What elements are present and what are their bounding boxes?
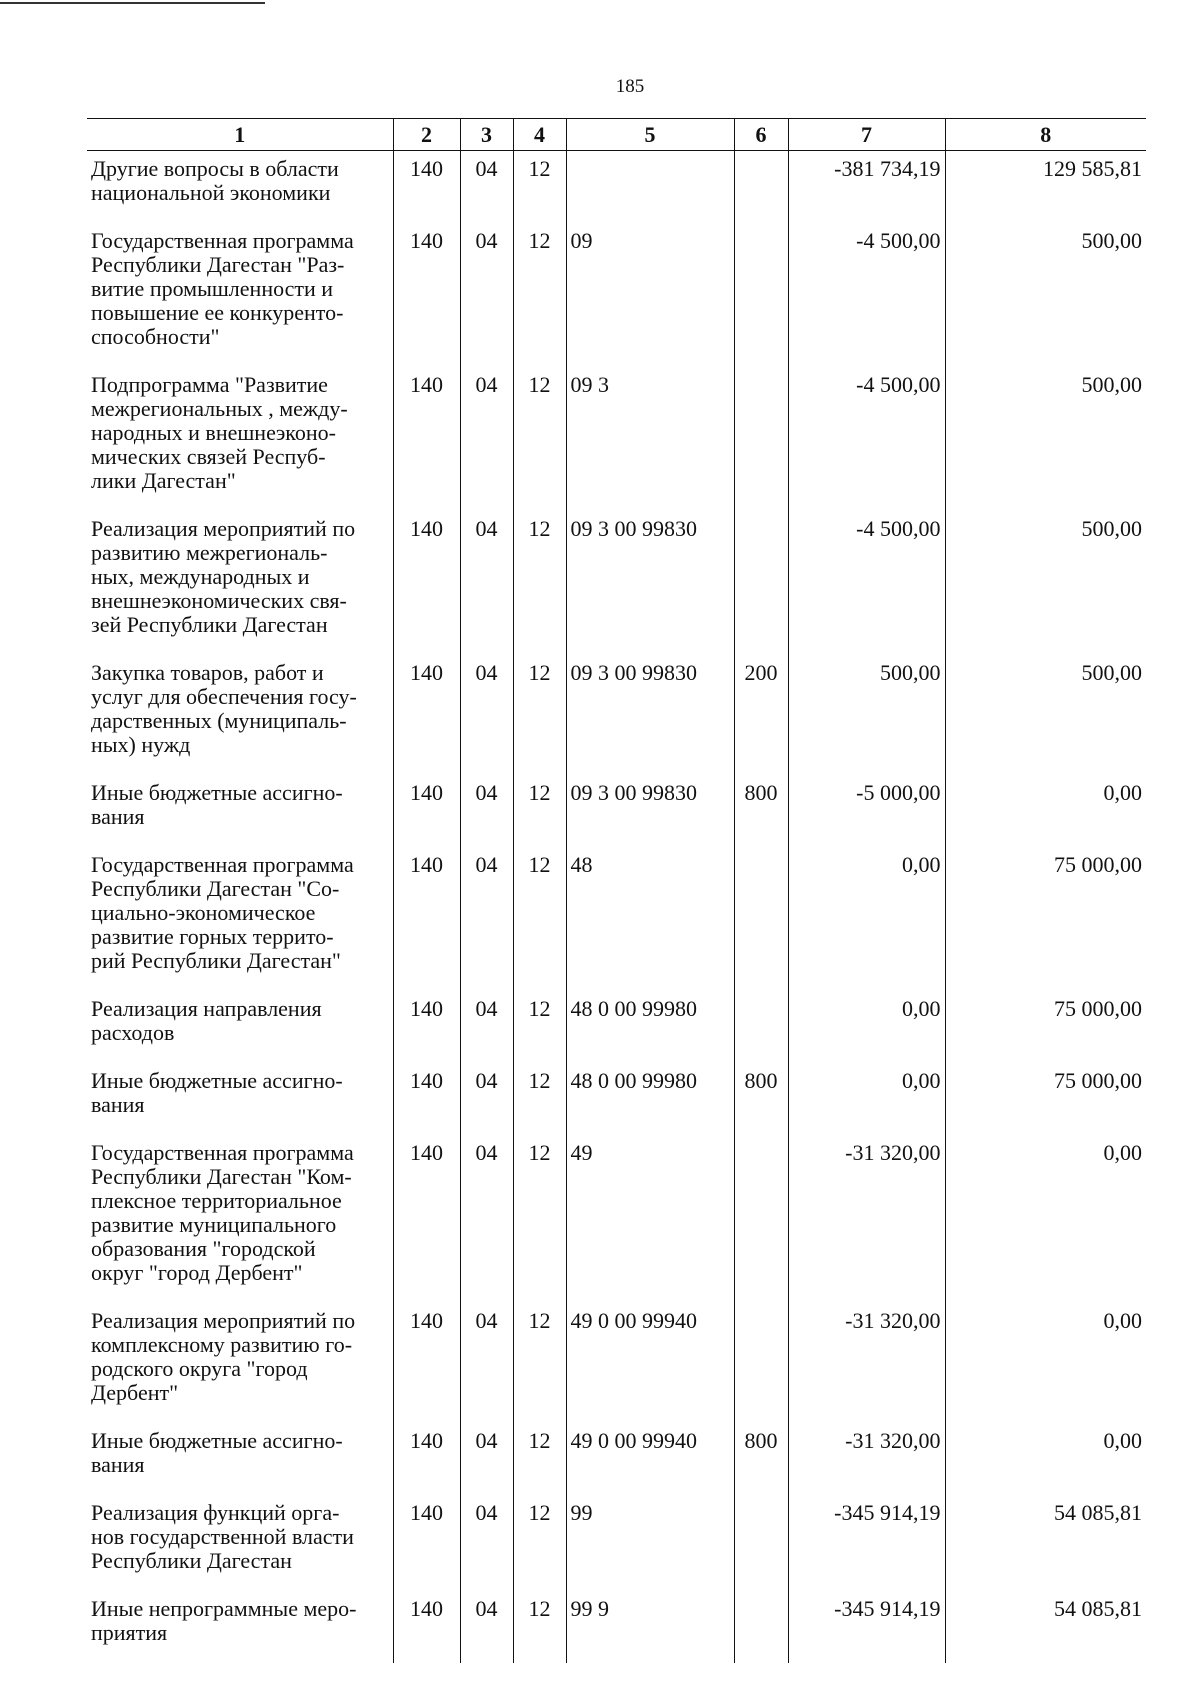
column-header: 6 <box>734 119 788 151</box>
item-name-line: вания <box>91 804 145 829</box>
item-name-line: народных и внешнеэконо- <box>91 420 336 445</box>
cell-total-amount: 75 000,00 <box>945 1063 1146 1135</box>
cell-target-article: 48 0 00 99980 <box>566 991 734 1063</box>
budget-table <box>87 118 1146 1663</box>
cell-expense-type <box>734 1135 788 1303</box>
cell-target-article: 99 <box>566 1495 734 1591</box>
table-row <box>87 1495 1146 1591</box>
table-row <box>87 775 1146 847</box>
cell-ministry-code: 140 <box>393 223 460 367</box>
item-name-line: межрегиональных , между- <box>91 396 348 421</box>
cell-item-name <box>87 655 393 775</box>
item-name-line: расходов <box>91 1020 175 1045</box>
item-name-line: плексное территориальное <box>91 1188 342 1213</box>
cell-target-article <box>566 151 734 224</box>
cell-target-article: 99 9 <box>566 1591 734 1663</box>
cell-subsection-code: 12 <box>513 1591 566 1663</box>
cell-change-amount: -4 500,00 <box>788 223 945 367</box>
cell-subsection-code: 12 <box>513 151 566 224</box>
cell-expense-type <box>734 847 788 991</box>
cell-total-amount: 54 085,81 <box>945 1591 1146 1663</box>
cell-target-article: 49 0 00 99940 <box>566 1303 734 1423</box>
item-name-line: национальной экономики <box>91 180 331 205</box>
item-name-line: Реализация мероприятий по <box>91 516 356 541</box>
cell-ministry-code: 140 <box>393 991 460 1063</box>
cell-item-name <box>87 1495 393 1591</box>
cell-subsection-code: 12 <box>513 991 566 1063</box>
cell-subsection-code: 12 <box>513 367 566 511</box>
cell-expense-type <box>734 367 788 511</box>
cell-expense-type <box>734 223 788 367</box>
cell-subsection-code: 12 <box>513 223 566 367</box>
table-row <box>87 1423 1146 1495</box>
cell-section-code: 04 <box>460 223 513 367</box>
table-row <box>87 223 1146 367</box>
table-row <box>87 1135 1146 1303</box>
cell-section-code: 04 <box>460 151 513 224</box>
cell-change-amount: -31 320,00 <box>788 1135 945 1303</box>
cell-item-name <box>87 1135 393 1303</box>
cell-item-name <box>87 991 393 1063</box>
table-row <box>87 511 1146 655</box>
cell-subsection-code: 12 <box>513 1135 566 1303</box>
table-row <box>87 1063 1146 1135</box>
item-name-line: Другие вопросы в области <box>91 156 339 181</box>
cell-expense-type <box>734 1591 788 1663</box>
item-name-line: приятия <box>91 1620 168 1645</box>
cell-change-amount: -4 500,00 <box>788 367 945 511</box>
cell-expense-type: 800 <box>734 1063 788 1135</box>
cell-change-amount: -31 320,00 <box>788 1423 945 1495</box>
column-header: 1 <box>87 119 393 151</box>
cell-total-amount: 129 585,81 <box>945 151 1146 224</box>
cell-total-amount: 75 000,00 <box>945 991 1146 1063</box>
cell-item-name <box>87 1303 393 1423</box>
cell-section-code: 04 <box>460 1495 513 1591</box>
column-header: 3 <box>460 119 513 151</box>
cell-total-amount: 500,00 <box>945 367 1146 511</box>
cell-ministry-code: 140 <box>393 1135 460 1303</box>
column-header: 8 <box>945 119 1146 151</box>
cell-change-amount: -345 914,19 <box>788 1591 945 1663</box>
cell-change-amount: 500,00 <box>788 655 945 775</box>
item-name-line: Подпрограмма "Развитие <box>91 372 328 397</box>
top-rule <box>0 2 265 4</box>
cell-section-code: 04 <box>460 655 513 775</box>
item-name-line: комплексному развитию го- <box>91 1332 353 1357</box>
table-row <box>87 1591 1146 1663</box>
cell-item-name <box>87 1423 393 1495</box>
item-name-line: Иные бюджетные ассигно- <box>91 1428 343 1453</box>
cell-target-article: 09 <box>566 223 734 367</box>
cell-section-code: 04 <box>460 1423 513 1495</box>
column-header: 7 <box>788 119 945 151</box>
item-name-line: внешнеэкономических свя- <box>91 588 347 613</box>
cell-change-amount: -4 500,00 <box>788 511 945 655</box>
item-name-line: Иные бюджетные ассигно- <box>91 780 343 805</box>
cell-ministry-code: 140 <box>393 1495 460 1591</box>
item-name-line: Реализация направления <box>91 996 322 1021</box>
cell-change-amount: 0,00 <box>788 1063 945 1135</box>
cell-ministry-code: 140 <box>393 847 460 991</box>
item-name-line: циально-экономическое <box>91 900 316 925</box>
item-name-line: услуг для обеспечения госу- <box>91 684 357 709</box>
cell-section-code: 04 <box>460 1063 513 1135</box>
item-name-line: повышение ее конкуренто- <box>91 300 344 325</box>
cell-section-code: 04 <box>460 847 513 991</box>
table-row <box>87 1303 1146 1423</box>
cell-ministry-code: 140 <box>393 151 460 224</box>
cell-subsection-code: 12 <box>513 1423 566 1495</box>
item-name-line: Республики Дагестан "Раз- <box>91 252 345 277</box>
cell-expense-type: 800 <box>734 775 788 847</box>
cell-item-name <box>87 1063 393 1135</box>
cell-expense-type: 200 <box>734 655 788 775</box>
item-name-line: развитие горных террито- <box>91 924 334 949</box>
column-header: 5 <box>566 119 734 151</box>
item-name-line: Реализация функций орга- <box>91 1500 340 1525</box>
cell-subsection-code: 12 <box>513 847 566 991</box>
cell-ministry-code: 140 <box>393 655 460 775</box>
cell-total-amount: 0,00 <box>945 775 1146 847</box>
cell-section-code: 04 <box>460 1591 513 1663</box>
item-name-line: родского округа "город <box>91 1356 308 1381</box>
column-header: 2 <box>393 119 460 151</box>
cell-change-amount: -381 734,19 <box>788 151 945 224</box>
cell-target-article: 48 <box>566 847 734 991</box>
item-name-line: Государственная программа <box>91 1140 354 1165</box>
table-row <box>87 151 1146 224</box>
cell-item-name <box>87 1591 393 1663</box>
cell-change-amount: 0,00 <box>788 991 945 1063</box>
cell-section-code: 04 <box>460 775 513 847</box>
cell-total-amount: 0,00 <box>945 1303 1146 1423</box>
item-name-line: Реализация мероприятий по <box>91 1308 356 1333</box>
cell-section-code: 04 <box>460 1303 513 1423</box>
cell-change-amount: 0,00 <box>788 847 945 991</box>
cell-ministry-code: 140 <box>393 775 460 847</box>
item-name-line: вания <box>91 1092 145 1117</box>
cell-target-article: 09 3 <box>566 367 734 511</box>
cell-subsection-code: 12 <box>513 1303 566 1423</box>
cell-ministry-code: 140 <box>393 511 460 655</box>
item-name-line: Республики Дагестан "Ком- <box>91 1164 352 1189</box>
item-name-line: нов государственной власти <box>91 1524 354 1549</box>
cell-ministry-code: 140 <box>393 1423 460 1495</box>
cell-expense-type <box>734 1495 788 1591</box>
cell-section-code: 04 <box>460 991 513 1063</box>
table-row <box>87 991 1146 1063</box>
cell-change-amount: -345 914,19 <box>788 1495 945 1591</box>
cell-ministry-code: 140 <box>393 1063 460 1135</box>
table-row <box>87 367 1146 511</box>
cell-change-amount: -5 000,00 <box>788 775 945 847</box>
item-name-line: мических связей Респуб- <box>91 444 326 469</box>
cell-target-article: 09 3 00 99830 <box>566 511 734 655</box>
cell-target-article: 49 <box>566 1135 734 1303</box>
cell-target-article: 48 0 00 99980 <box>566 1063 734 1135</box>
item-name-line: зей Республики Дагестан <box>91 612 328 637</box>
item-name-line: ных) нужд <box>91 732 191 757</box>
cell-section-code: 04 <box>460 367 513 511</box>
cell-target-article: 49 0 00 99940 <box>566 1423 734 1495</box>
item-name-line: Республики Дагестан <box>91 1548 292 1573</box>
cell-target-article: 09 3 00 99830 <box>566 655 734 775</box>
item-name-line: вания <box>91 1452 145 1477</box>
cell-subsection-code: 12 <box>513 655 566 775</box>
item-name-line: развитию межрегиональ- <box>91 540 328 565</box>
item-name-line: образования "городской <box>91 1236 316 1261</box>
item-name-line: дарственных (муниципаль- <box>91 708 347 733</box>
item-name-line: Дербент" <box>91 1380 179 1405</box>
cell-expense-type <box>734 151 788 224</box>
cell-item-name <box>87 367 393 511</box>
cell-total-amount: 500,00 <box>945 223 1146 367</box>
column-header: 4 <box>513 119 566 151</box>
table-row <box>87 655 1146 775</box>
cell-expense-type <box>734 991 788 1063</box>
item-name-line: Республики Дагестан "Со- <box>91 876 340 901</box>
item-name-line: Государственная программа <box>91 852 354 877</box>
cell-subsection-code: 12 <box>513 1063 566 1135</box>
item-name-line: округ "город Дербент" <box>91 1260 303 1285</box>
cell-item-name <box>87 775 393 847</box>
cell-section-code: 04 <box>460 1135 513 1303</box>
item-name-line: способности" <box>91 324 220 349</box>
cell-item-name <box>87 511 393 655</box>
cell-change-amount: -31 320,00 <box>788 1303 945 1423</box>
cell-item-name <box>87 847 393 991</box>
cell-total-amount: 500,00 <box>945 511 1146 655</box>
cell-subsection-code: 12 <box>513 1495 566 1591</box>
cell-ministry-code: 140 <box>393 1591 460 1663</box>
item-name-line: рий Республики Дагестан" <box>91 948 341 973</box>
item-name-line: Иные непрограммные меро- <box>91 1596 357 1621</box>
table-header-row <box>87 119 1146 151</box>
item-name-line: витие промышленности и <box>91 276 334 301</box>
cell-expense-type: 800 <box>734 1423 788 1495</box>
item-name-line: развитие муниципального <box>91 1212 337 1237</box>
cell-expense-type <box>734 1303 788 1423</box>
cell-ministry-code: 140 <box>393 1303 460 1423</box>
cell-subsection-code: 12 <box>513 511 566 655</box>
cell-item-name <box>87 223 393 367</box>
cell-section-code: 04 <box>460 511 513 655</box>
cell-target-article: 09 3 00 99830 <box>566 775 734 847</box>
cell-total-amount: 0,00 <box>945 1135 1146 1303</box>
cell-expense-type <box>734 511 788 655</box>
table-body <box>87 151 1146 1664</box>
cell-ministry-code: 140 <box>393 367 460 511</box>
item-name-line: Иные бюджетные ассигно- <box>91 1068 343 1093</box>
item-name-line: лики Дагестан" <box>91 468 236 493</box>
page-number: 185 <box>615 76 645 97</box>
item-name-line: Закупка товаров, работ и <box>91 660 324 685</box>
item-name-line: ных, международных и <box>91 564 310 589</box>
cell-total-amount: 54 085,81 <box>945 1495 1146 1591</box>
cell-total-amount: 75 000,00 <box>945 847 1146 991</box>
cell-total-amount: 0,00 <box>945 1423 1146 1495</box>
cell-subsection-code: 12 <box>513 775 566 847</box>
cell-item-name <box>87 151 393 224</box>
table-row <box>87 847 1146 991</box>
item-name-line: Государственная программа <box>91 228 354 253</box>
cell-total-amount: 500,00 <box>945 655 1146 775</box>
